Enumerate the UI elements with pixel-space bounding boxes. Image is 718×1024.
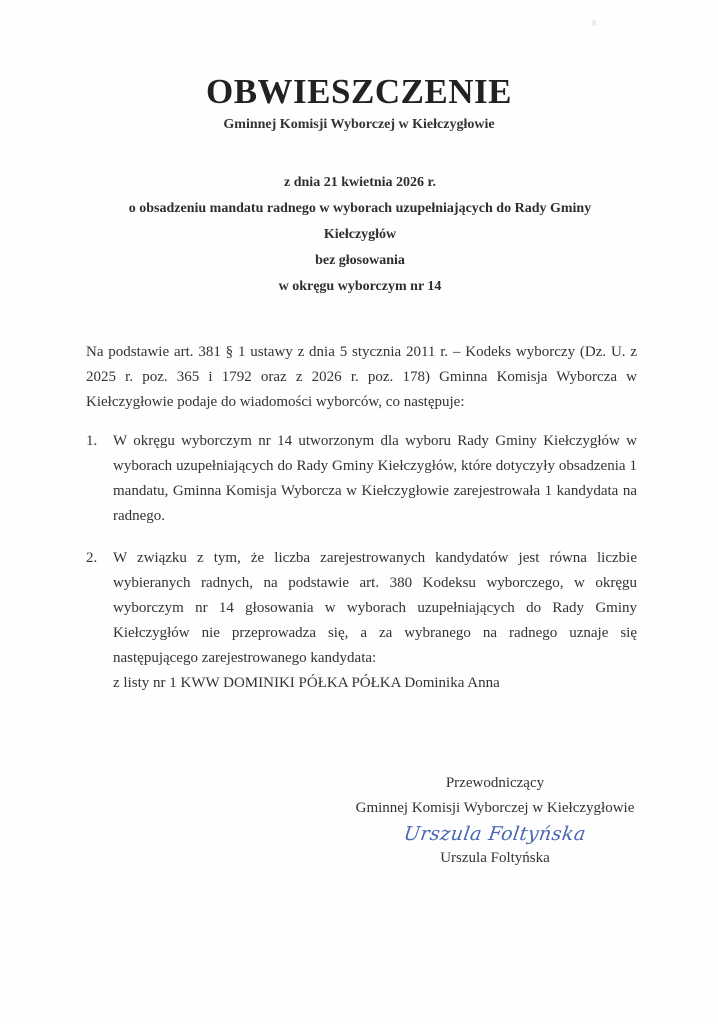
subject-date: z dnia 21 kwietnia 2026 r. <box>284 175 436 190</box>
signature-block <box>330 773 660 871</box>
list-item <box>86 546 637 696</box>
subject-line-4: w okręgu wyborczym nr 14 <box>278 279 442 294</box>
list-item-text: W związku z tym, że liczba zarejestrowanych kandydatów jest równa liczbie wybieranych radnych, na podstawie art. 380 Kodeksu wyborczego, w okręgu wyborczym nr 14 głosowania w wyborach uzupełniających do Rady Gminy Kiełczygłów nie przeprowadza się, a za wybranego na radnego uznaje się następującego zarejestrowanego kandydata: <box>113 550 637 666</box>
document-title: OBWIESZCZENIE <box>205 72 513 111</box>
subject-line-1: o obsadzeniu mandatu radnego w wyborach uzupełniających do Rady Gminy <box>128 201 592 216</box>
document-subtitle: Gminnej Komisji Wyborczej w Kiełczygłowie <box>223 117 495 132</box>
document-subject <box>90 173 630 303</box>
point-list-2 <box>86 546 637 696</box>
signatory-role: Przewodniczący <box>445 775 545 791</box>
elected-candidate: z listy nr 1 KWW DOMINIKI PÓŁKA PÓŁKA Dominika Anna <box>113 675 500 691</box>
signatory-name: Urszula Foltyńska <box>440 850 550 866</box>
list-item-text: W okręgu wyborczym nr 14 utworzonym dla wyboru Rady Gminy Kiełczygłów w wyborach uzupełniających do Rady Gminy Kiełczygłów, które dotyczyły obsadzenia 1 mandatu, Gminna Komisja Wyborcza w Kiełczygłowie zarejestrowała 1 kandydata na radnego. <box>113 433 637 524</box>
subject-line-2: Kiełczygłów <box>323 227 397 242</box>
list-item-number: 1. <box>86 433 98 449</box>
list-item-number: 2. <box>86 550 98 566</box>
point-list-1 <box>86 429 637 529</box>
list-item <box>86 429 637 529</box>
handwritten-signature <box>330 819 660 849</box>
signature-text: Urszula Foltyńska <box>402 823 588 845</box>
scan-smudge <box>592 20 596 26</box>
signatory-body: Gminnej Komisji Wyborczej w Kiełczygłowie <box>355 800 635 816</box>
intro-paragraph: Na podstawie art. 381 § 1 ustawy z dnia 5 stycznia 2011 r. – Kodeks wyborczy (Dz. U. z 2025 r. poz. 365 i 1792 oraz z 2026 r. poz. 178) Gminna Komisja Wyborcza w Kiełczygłowie podaje do wiadomości wyborców, co następuje: <box>86 344 637 410</box>
subject-line-3: bez głosowania <box>315 253 405 268</box>
